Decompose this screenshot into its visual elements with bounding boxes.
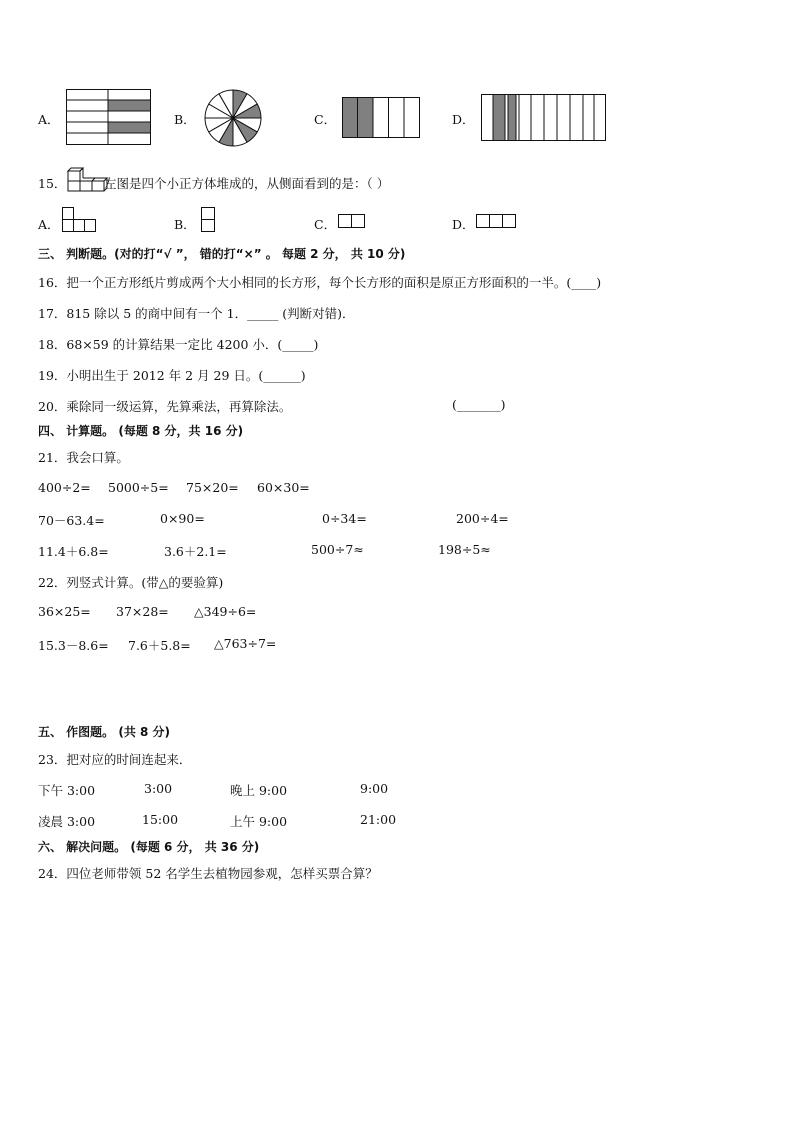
q21-item: 70－63.4=	[38, 513, 105, 528]
q23-time-item[interactable]: 下午 3:00	[38, 783, 96, 798]
section6-heading: 六、 解决问题。 (每题 6 分， 共 36 分)	[38, 840, 260, 854]
q23-time-item[interactable]: 15:00	[142, 812, 179, 827]
q14-option-b-figure	[203, 88, 263, 148]
q15-option-c-label[interactable]: C．	[314, 217, 337, 232]
q21-item: 75×20=	[186, 480, 239, 495]
q15-cube-stack-figure	[66, 166, 106, 192]
q14-option-a-label[interactable]: A．	[38, 112, 60, 127]
q15-option-b-figure	[201, 207, 217, 233]
q21-item: 400÷2=	[38, 480, 91, 495]
q20-answer-blank[interactable]: (_______)	[452, 397, 506, 412]
section5-heading: 五、 作图题。 (共 8 分)	[38, 725, 171, 739]
q23-time-item[interactable]: 晚上 9:00	[230, 783, 288, 798]
q18-text: 18．68×59 的计算结果一定比 4200 小．(_____)	[38, 337, 319, 352]
q23-time-item[interactable]: 21:00	[360, 812, 397, 827]
q21-item: 0÷34=	[322, 511, 367, 526]
q22-item: △763÷7=	[214, 636, 277, 651]
q14-option-b-label[interactable]: B．	[174, 112, 196, 127]
q15-option-d-label[interactable]: D．	[452, 217, 475, 232]
q21-text: 21．我会口算。	[38, 450, 129, 465]
section4-heading: 四、 计算题。 (每题 8 分，共 16 分)	[38, 424, 244, 438]
section3-heading: 三、 判断题。(对的打“√ ”， 错的打“×” 。 每题 2 分， 共 10 分)	[38, 247, 406, 261]
q14-option-a-figure	[66, 89, 152, 145]
q15-option-b-label[interactable]: B．	[174, 217, 196, 232]
q23-time-item[interactable]: 9:00	[360, 781, 389, 796]
q14-option-d-label[interactable]: D．	[452, 112, 475, 127]
q23-time-item[interactable]: 凌晨 3:00	[38, 814, 96, 829]
q22-item: 7.6＋5.8=	[128, 638, 191, 653]
q22-item: 37×28=	[116, 604, 169, 619]
q22-item: 15.3－8.6=	[38, 638, 109, 653]
q15-option-c-figure	[338, 214, 368, 229]
q23-time-item[interactable]: 3:00	[144, 781, 173, 796]
q21-item: 0×90=	[160, 511, 205, 526]
q14-option-c-figure	[342, 97, 420, 139]
q15-option-d-figure	[476, 214, 518, 229]
q15-text: 左图是四个小正方体堆成的，从侧面看到的是：（ ）	[104, 176, 390, 191]
q22-text: 22．列竖式计算。(带△的要验算)	[38, 575, 224, 590]
q21-item: 60×30=	[257, 480, 310, 495]
q17-text: 17．815 除以 5 的商中间有一个 1．_____ (判断对错)．	[38, 306, 355, 321]
q22-item: △349÷6=	[194, 604, 257, 619]
q16-text: 16．把一个正方形纸片剪成两个大小相同的长方形，每个长方形的面积是原正方形面积的一半。(____)	[38, 275, 602, 290]
q15-number: 15．	[38, 176, 67, 191]
q14-option-c-label[interactable]: C．	[314, 112, 337, 127]
q24-text: 24．四位老师带领 52 名学生去植物园参观，怎样买票合算？	[38, 866, 378, 881]
q15-option-a-figure	[62, 207, 98, 233]
q21-item: 200÷4=	[456, 511, 509, 526]
q21-item: 500÷7≈	[311, 542, 364, 557]
q21-item: 11.4＋6.8=	[38, 544, 109, 559]
q21-item: 3.6＋2.1=	[164, 544, 227, 559]
q19-text: 19．小明出生于 2012 年 2 月 29 日。(______)	[38, 368, 306, 383]
q20-text: 20．乘除同一级运算，先算乘法，再算除法。	[38, 399, 292, 414]
q22-item: 36×25=	[38, 604, 91, 619]
q21-item: 198÷5≈	[438, 542, 491, 557]
q14-option-d-figure	[481, 94, 607, 142]
q15-option-a-label[interactable]: A．	[38, 217, 60, 232]
q23-time-item[interactable]: 上午 9:00	[230, 814, 288, 829]
q21-item: 5000÷5=	[108, 480, 169, 495]
q23-text: 23．把对应的时间连起来．	[38, 752, 192, 767]
